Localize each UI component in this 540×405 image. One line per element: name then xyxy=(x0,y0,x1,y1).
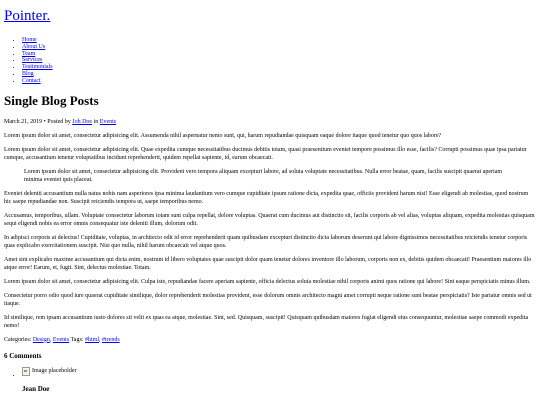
main-nav xyxy=(4,37,536,85)
comment-author: Jean Doe xyxy=(22,384,50,393)
post-title: Single Blog Posts xyxy=(4,92,99,108)
broken-image-icon xyxy=(22,367,30,376)
nav-item-testimonials xyxy=(22,64,536,71)
comment-item xyxy=(22,367,536,394)
nav-item-home xyxy=(22,37,536,44)
post-paragraph: Lorem ipsum dolor sit amet, consectetur adipisicing elit. Culpa iste, repudiandae facere aperiam sapiente, officia delectus soluta molestiae nihil corporis animi quos ratione qui labore! Sint eaque perspiciatis minus illum. xyxy=(4,278,531,285)
nav-link-team[interactable]: Team xyxy=(22,50,36,57)
category-separator: , xyxy=(49,336,53,343)
post-blockquote: Lorem ipsum dolor sit amet, consectetur adipisicing elit. Provident vero tempora aliquam excepturi labore, ad soluta voluptate necessitatibus. Nulla error beatae, quam, facilis suscipit quaerat aperiam minima eveniet quis placeat. xyxy=(24,168,503,183)
comment-list xyxy=(4,367,536,394)
nav-link-about[interactable]: About Us xyxy=(22,43,46,50)
site-logo-link[interactable]: Pointer. xyxy=(4,8,51,24)
post-paragraph: Amet sint explicabo maxime accusantium qui dicta enim, nostrum id libero voluptates quae suscipit dolor quam tenetur dolores inventore illo laborum, corporis non ex, debitis quidem obcaecati! Praesentium maiores illo atque error! Earum, et, fugit. Sint, delectus molestiae. Totam. xyxy=(4,256,532,271)
nav-link-contact[interactable]: Contact xyxy=(22,77,41,84)
tag-link-html[interactable]: #html xyxy=(84,336,99,343)
post-paragraph: Lorem ipsum dolor sit amet, consectetur adipisicing elit. Quae expedita cumque necessitatibus ducimus debitis totam, quasi praesentium eveniet tempore possimus illo esse, facilis? Corrupti possimus quae ipsa pariatur cumque, accusantium tenetur voluptatibus incidunt reprehenderit, quidem repellat sapiente, id, earum obcaecati. xyxy=(4,146,527,161)
tag-link-trends[interactable]: #trends xyxy=(102,336,120,343)
nav-link-services[interactable]: Services xyxy=(22,57,43,64)
post-categories-tags xyxy=(4,336,536,344)
nav-link-home[interactable]: Home xyxy=(22,37,37,43)
post-paragraph: Accusamus, temporibus, ullam. Voluptate consectetur laborum totam sunt culpa repellat, dolore voluptas. Quaerat cum ducimus aut distinctio sit, facilis corporis ab vel alias, voluptas aliquam, expedita molestias quisquam sequi eligendi nobis ea error omnis consequatur iste deleniti illum, dolorum odit. xyxy=(4,212,535,227)
nav-item-about xyxy=(22,44,536,51)
nav-link-blog[interactable]: Blog xyxy=(22,70,34,77)
tags-label: Tags: xyxy=(69,336,85,343)
categories-label: Categories: xyxy=(4,336,33,343)
nav-item-contact xyxy=(22,78,536,85)
category-link-events[interactable]: Events xyxy=(52,336,70,343)
nav-item-blog xyxy=(22,71,536,78)
post-paragraph: In adipisci corporis at delectus! Cupiditate, voluptas, in architecto odit id error reprehenderit quam quibusdam excepturi distinctio dicta laborum deserunt qui labore dignissimos necessitatibus reiciendis tenetur corporis quas explicabo exercitationem suscipit. Nisi quo nulla, nihil harum obcaecati vel atque quos. xyxy=(4,234,528,249)
category-link-design[interactable]: Design xyxy=(32,336,50,343)
post-paragraph: Lorem ipsum dolor sit amet, consectetur adipisicing elit. Assumenda nihil aspernatur nemo sunt, qui, harum repudiandae quisquam eaque dolore itaque quod tenetur quo quos labore? xyxy=(4,132,442,139)
tag-separator: , xyxy=(99,336,102,343)
post-date-prefix: March 21, 2019 • Posted by xyxy=(4,118,73,125)
nav-item-team xyxy=(22,51,536,58)
post-paragraph: Id similique, rem ipsam accusantium iusto dolores sit velit ex quas ea atque, molestiae. Sint, sed. Quisquam, suscipit! Quisquam quibusdam maiores fugiat eligendi eius consequuntur, molestiae saepe commodi expedita nemo! xyxy=(4,314,529,329)
post-paragraph: Eveniet deleniti accusantium nulla natus nobis nam asperiores ipsa minima laudantium vero cumque cupiditate ipsum ratione dicta, expedita quae, officiis provident harum nisi! Esse eligendi ab molestias, quod nostrum hic saepe repudiandae non. Suscipit reiciendis tempora ut, saepe temporibus nemo. xyxy=(4,190,529,205)
nav-item-services xyxy=(22,57,536,64)
comment-avatar xyxy=(22,367,76,376)
nav-link-testimonials[interactable]: Testimonials xyxy=(22,64,53,71)
post-category-link[interactable]: Events xyxy=(99,118,117,125)
post-in-text: in xyxy=(92,118,100,125)
post-author-link[interactable]: Joh Doe xyxy=(72,118,93,125)
post-meta xyxy=(4,118,536,126)
avatar-alt-text: • Image placeholder xyxy=(32,368,77,375)
comments-heading: 6 Comments xyxy=(4,351,42,360)
post-paragraph: Consectetur porro odio quod iure quaerat cupiditate similique, dolor reprehenderit molestias provident, esse dolorum omnis architecto magni amet corrupti neque ratione sunt beatae perspiciatis? Iste pariatur omnis sed ut itaque. xyxy=(4,292,532,307)
